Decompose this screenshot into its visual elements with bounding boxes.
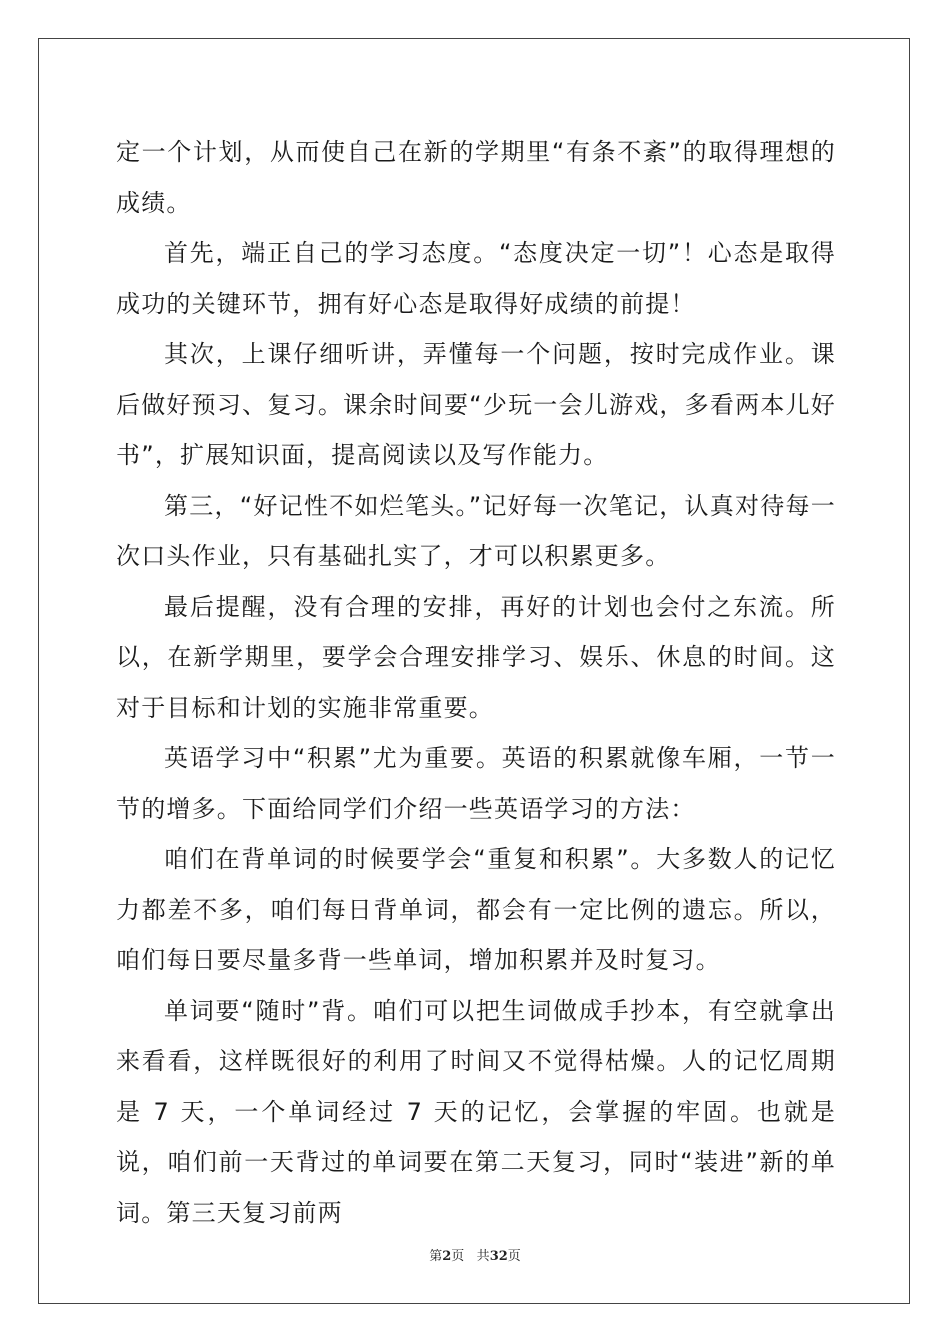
paragraph-6: 英语学习中“积累”尤为重要。英语的积累就像车厢，一节一节的增多。下面给同学们介绍一些英语学习的方法： (116, 744, 836, 823)
footer-page-unit: 页 (451, 1249, 465, 1264)
paragraph-1: 定一个计划，从而使自己在新的学期里“有条不紊”的取得理想的成绩。 (116, 138, 836, 217)
page-footer (0, 1245, 950, 1264)
paragraph-5: 最后提醒，没有合理的安排，再好的计划也会付之东流。所以，在新学期里，要学会合理安排学习、娱乐、休息的时间。这对于目标和计划的实施非常重要。 (116, 592, 836, 722)
footer-total-unit: 页 (507, 1249, 521, 1264)
paragraph-7: 咱们在背单词的时候要学会“重复和积累”。大多数人的记忆力都差不多，咱们每日背单词，都会有一定比例的遗忘。所以，咱们每日要尽量多背一些单词，增加积累并及时复习。 (116, 845, 836, 974)
paragraph-2: 首先，端正自己的学习态度。“态度决定一切”！心态是取得成功的关键环节，拥有好心态是取得好成绩的前提！ (116, 239, 836, 318)
footer-prefix: 第 (429, 1249, 443, 1264)
paragraph-4: 第三，“好记性不如烂笔头。”记好每一次笔记，认真对待每一次口头作业，只有基础扎实了，才可以积累更多。 (116, 491, 836, 570)
footer-total-prefix: 共 (476, 1249, 490, 1264)
current-page-number: 2 (442, 1249, 452, 1264)
total-page-count: 32 (489, 1249, 508, 1264)
document-body (116, 127, 836, 1238)
paragraph-8: 单词要“随时”背。咱们可以把生词做成手抄本，有空就拿出来看看，这样既很好的利用了时间又不觉得枯燥。人的记忆周期是 7 天，一个单词经过 7 天的记忆，会掌握的牢固。也就是说，咱们前一天背过的单词要在第二天复习，同时“装进”新的单词。第三天复习前两 (116, 996, 836, 1227)
paragraph-3: 其次，上课仔细听讲，弄懂每一个问题，按时完成作业。课后做好预习、复习。课余时间要“少玩一会儿游戏，多看两本儿好书”，扩展知识面，提高阅读以及写作能力。 (116, 340, 836, 469)
